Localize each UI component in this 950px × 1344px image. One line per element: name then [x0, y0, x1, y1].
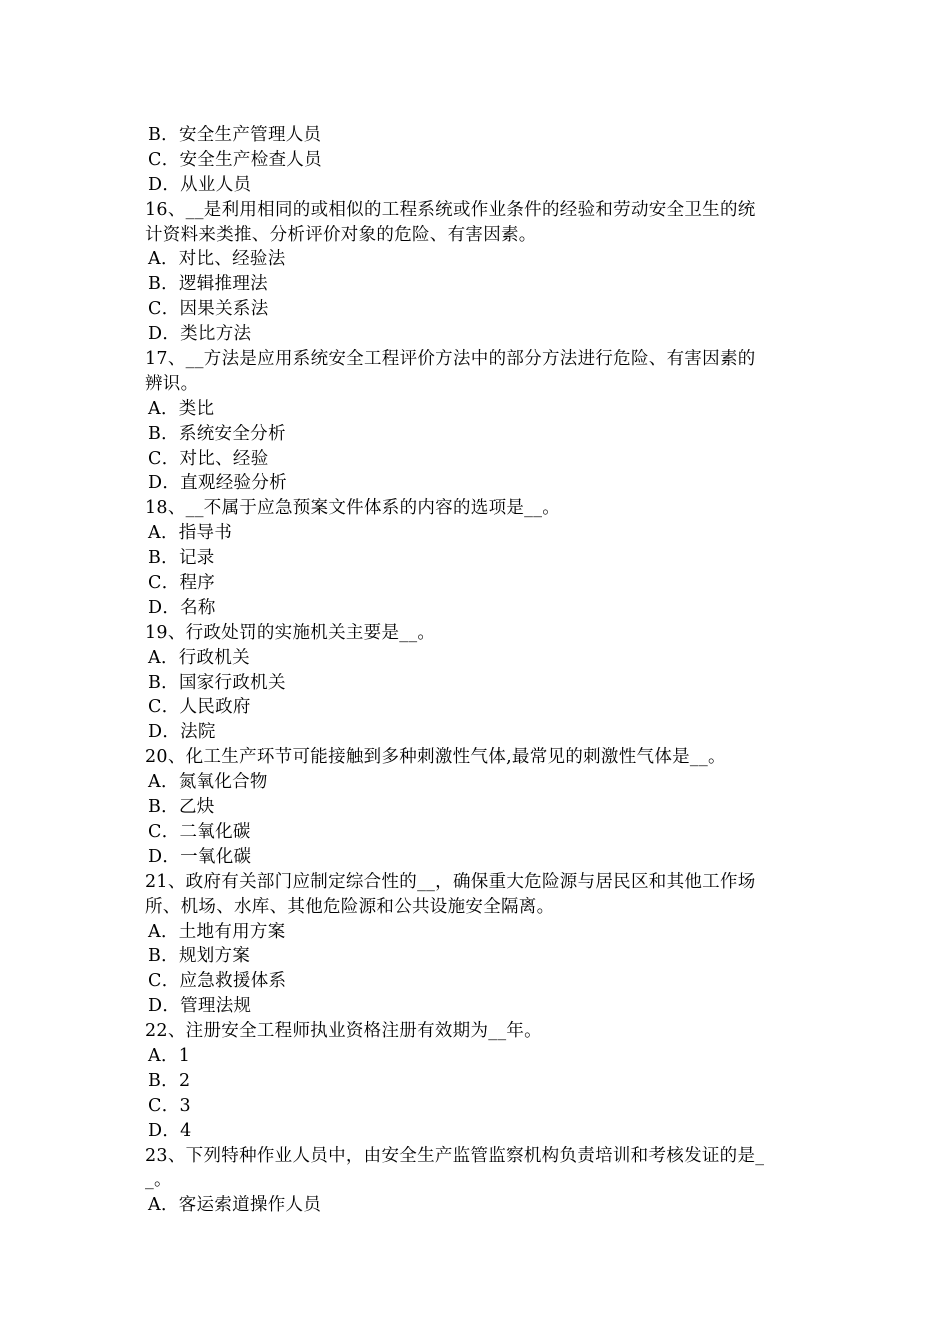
option-line: A．氮氧化合物 [148, 772, 268, 793]
option-line: D．一氧化碳 [148, 846, 252, 867]
option-line: D．管理法规 [148, 996, 252, 1017]
question-line: 22、注册安全工程师执业资格注册有效期为__年。 [145, 1021, 542, 1042]
question-line: 所、机场、水库、其他危险源和公共设施安全隔离。 [145, 896, 555, 917]
option-line: C．3 [148, 1095, 191, 1116]
option-line: C．二氧化碳 [148, 821, 251, 842]
option-line: B．2 [148, 1070, 191, 1091]
option-line: B．逻辑推理法 [148, 274, 268, 295]
option-line: B．规划方案 [148, 946, 251, 967]
option-line: B．国家行政机关 [148, 672, 286, 693]
question-line: 20、化工生产环节可能接触到多种刺激性气体,最常见的刺激性气体是__。 [145, 747, 726, 768]
option-line: A．行政机关 [148, 647, 250, 668]
option-line: C．人民政府 [148, 697, 251, 718]
question-line: 计资料来类推、分析评价对象的危险、有害因素。 [145, 224, 537, 245]
option-line: B．记录 [148, 548, 215, 569]
question-line: 17、__方法是应用系统安全工程评价方法中的部分方法进行危险、有害因素的 [145, 349, 756, 370]
option-line: D．类比方法 [148, 324, 252, 345]
question-line: 23、下列特种作业人员中，由安全生产监管监察机构负责培训和考核发证的是_ [145, 1145, 765, 1166]
question-line: 21、政府有关部门应制定综合性的__，确保重大危险源与居民区和其他工作场 [145, 871, 756, 892]
option-line: C．因果关系法 [148, 299, 269, 320]
option-line: B．系统安全分析 [148, 423, 286, 444]
option-line: C．安全生产检查人员 [148, 149, 322, 170]
option-line: A．类比 [148, 398, 215, 419]
option-line: C．应急救援体系 [148, 971, 287, 992]
question-line: 18、__不属于应急预案文件体系的内容的选项是__。 [145, 498, 561, 519]
option-line: D．从业人员 [148, 174, 252, 195]
question-line: 16、__是利用相同的或相似的工程系统或作业条件的经验和劳动安全卫生的统 [145, 199, 756, 220]
option-line: D．直观经验分析 [148, 473, 287, 494]
question-line: 19、行政处罚的实施机关主要是__。 [145, 622, 436, 643]
option-line: C．对比、经验 [148, 448, 269, 469]
question-line: _。 [145, 1170, 172, 1191]
option-line: B．乙炔 [148, 797, 215, 818]
question-line: 辨识。 [145, 373, 199, 394]
option-line: D．法院 [148, 722, 216, 743]
option-line: A．客运索道操作人员 [148, 1195, 322, 1216]
option-line: A．土地有用方案 [148, 921, 286, 942]
option-line: A．指导书 [148, 523, 233, 544]
option-line: B．安全生产管理人员 [148, 125, 322, 145]
document-body [145, 123, 810, 1218]
option-line: A．1 [148, 1045, 191, 1066]
option-line: A．对比、经验法 [148, 249, 286, 270]
option-line: D．4 [148, 1120, 192, 1141]
option-line: C．程序 [148, 573, 216, 594]
option-line: D．名称 [148, 597, 216, 618]
